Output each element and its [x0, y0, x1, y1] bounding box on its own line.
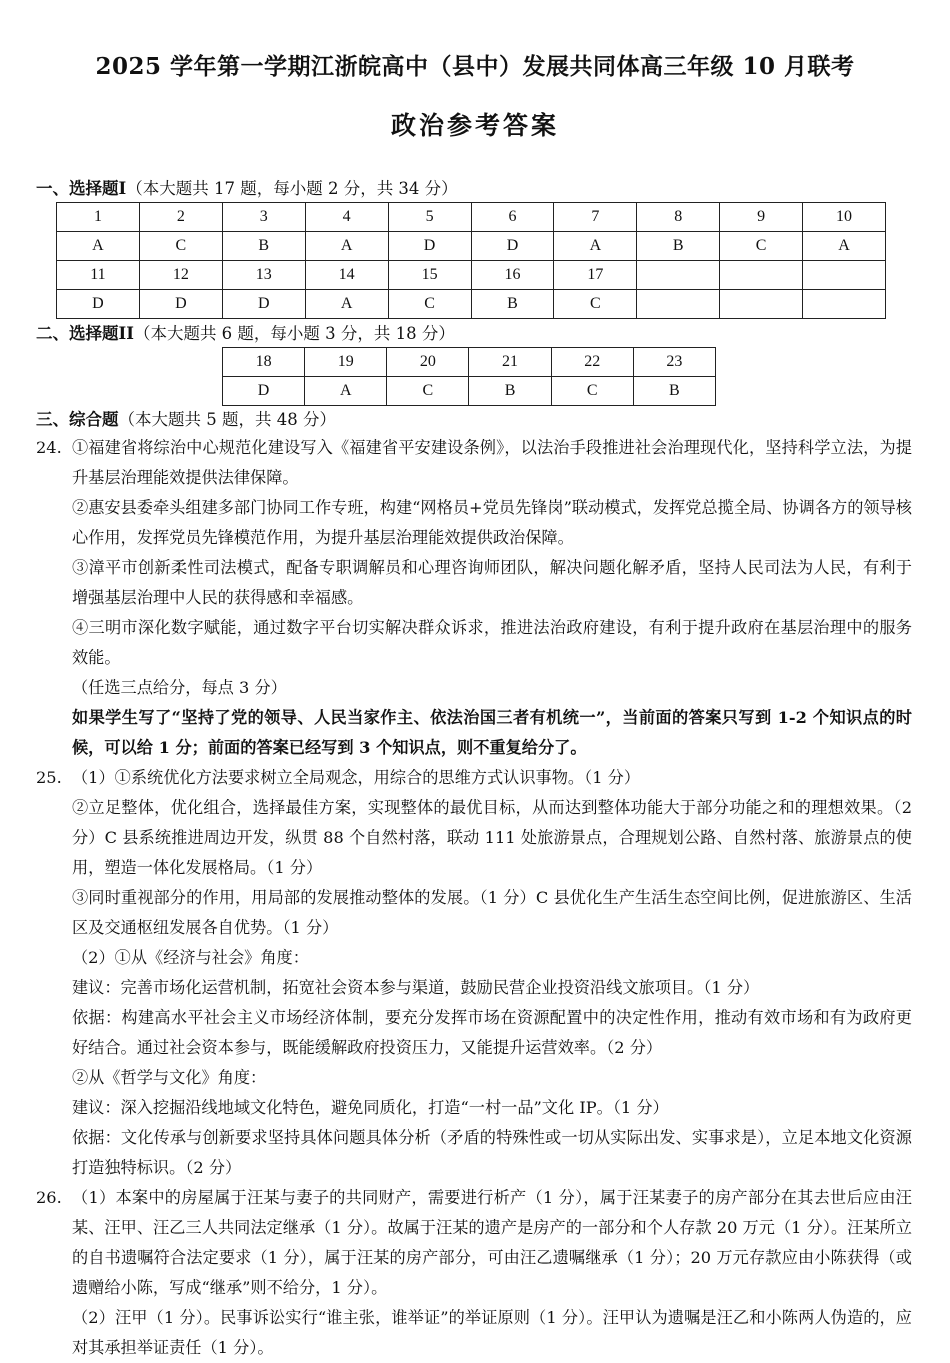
section1-heading [36, 178, 458, 200]
question-number: 18 [223, 348, 305, 377]
answer-paragraph: （1）①系统优化方法要求树立全局观念，用综合的思维方式认识事物。（1 分） [72, 768, 641, 787]
question-number: 11 [57, 261, 140, 290]
question-number: 16 [471, 261, 554, 290]
answer-paragraph: ③同时重视部分的作用，用局部的发展推动整体的发展。（1 分）C 县优化生产生活生态空间比例，促进旅游区、生活区及交通枢纽发展各自优势。（1 分） [72, 888, 912, 937]
answer-cell: B [469, 377, 551, 406]
document-subtitle: 政治参考答案 [390, 111, 559, 140]
answer-cell: A [305, 232, 388, 261]
answer-paragraph: ②惠安县委牵头组建多部门协同工作专班，构建“网格员+党员先锋岗”联动模式，发挥党总揽全局、协调各方的领导核心作用，发挥党员先锋模范作用，为提升基层治理能效提供政治保障。 [72, 498, 912, 547]
answer-cell: A [305, 377, 387, 406]
answer-cell: B [637, 232, 720, 261]
question-number: 14 [305, 261, 388, 290]
answer-paragraph: 依据：文化传承与创新要求坚持具体问题具体分析（矛盾的特殊性或一切从实际出发、实事求是），立足本地文化资源打造独特标识。（2 分） [72, 1128, 912, 1177]
section2-label: 二、选择题II [36, 324, 134, 343]
answer-cell: B [222, 232, 305, 261]
question-number: 2 [139, 203, 222, 232]
question-number: 26. [36, 1188, 62, 1207]
empty-cell [637, 261, 720, 290]
document-title: 2025 学年第一学期江浙皖高中（县中）发展共同体高三年级 10 月联考 [95, 53, 855, 80]
answer-paragraph: 依据：构建高水平社会主义市场经济体制，要充分发挥市场在资源配置中的决定性作用，推动有效市场和有为政府更好结合。通过社会资本参与，既能缓解政府投资压力，又能提升运营效率。（2 分） [72, 1008, 912, 1057]
table-row [57, 203, 886, 232]
answer-paragraph: ④三明市深化数字赋能，通过数字平台切实解决群众诉求，推进法治政府建设，有利于提升政府在基层治理中的服务效能。 [72, 618, 912, 667]
question-number: 4 [305, 203, 388, 232]
section3-heading [36, 409, 336, 431]
table-row [57, 261, 886, 290]
answer-cell: C [554, 290, 637, 319]
empty-cell [720, 261, 803, 290]
question-number: 22 [551, 348, 633, 377]
question-number: 24. [36, 438, 62, 457]
answer-cell: C [139, 232, 222, 261]
question-number: 8 [637, 203, 720, 232]
section3-label: 三、综合题 [36, 410, 119, 429]
answer-cell: A [803, 232, 886, 261]
table-row [223, 377, 716, 406]
answer-cell: D [57, 290, 140, 319]
question-number: 3 [222, 203, 305, 232]
answer-table-1 [56, 202, 886, 319]
answer-paragraph: 建议：深入挖掘沿线地域文化特色，避免同质化，打造“一村一品”文化 IP。（1 分） [72, 1098, 669, 1117]
question-number: 13 [222, 261, 305, 290]
answer-cell: A [554, 232, 637, 261]
empty-cell [803, 290, 886, 319]
answer-paragraph: ②从《哲学与文化》角度： [72, 1068, 267, 1087]
question-number: 1 [57, 203, 140, 232]
section3-note: （本大题共 5 题，共 48 分） [118, 410, 336, 429]
scoring-note: （任选三点给分，每点 3 分） [72, 678, 287, 697]
question-number: 25. [36, 768, 62, 787]
answer-paragraph: 建议：完善市场化运营机制，拓宽社会资本参与渠道，鼓励民营企业投资沿线文旅项目。（1 分） [72, 978, 760, 997]
answer-cell: D [388, 232, 471, 261]
section2-note: （本大题共 6 题，每小题 3 分，共 18 分） [133, 324, 455, 343]
question-number: 19 [305, 348, 387, 377]
question-24 [36, 433, 912, 493]
section1-label: 一、选择题I [36, 179, 127, 198]
answer-table-2 [222, 347, 716, 406]
question-number: 23 [633, 348, 715, 377]
answer-cell: D [139, 290, 222, 319]
question-number: 15 [388, 261, 471, 290]
answer-cell: B [471, 290, 554, 319]
answer-paragraph: ①福建省将综治中心规范化建设写入《福建省平安建设条例》，以法治手段推进社会治理现代化，坚持科学立法，为提升基层治理能效提供法律保障。 [72, 438, 912, 487]
answer-cell: D [222, 290, 305, 319]
table-row [223, 348, 716, 377]
table-row [57, 290, 886, 319]
empty-cell [637, 290, 720, 319]
question-number: 20 [387, 348, 469, 377]
answer-cell: D [223, 377, 305, 406]
empty-cell [803, 261, 886, 290]
question-number: 9 [720, 203, 803, 232]
question-number: 6 [471, 203, 554, 232]
question-26 [36, 1183, 912, 1303]
answer-paragraph: （2）汪甲（1 分）。民事诉讼实行“谁主张，谁举证”的举证原则（1 分）。汪甲认为遗嘱是汪乙和小陈两人伪造的，应对其承担举证责任（1 分）。 [72, 1308, 912, 1357]
answers-body [36, 433, 912, 1363]
question-number: 7 [554, 203, 637, 232]
answer-cell: C [551, 377, 633, 406]
question-number: 5 [388, 203, 471, 232]
empty-cell [720, 290, 803, 319]
answer-cell: A [57, 232, 140, 261]
section1-note: （本大题共 17 题，每小题 2 分，共 34 分） [126, 179, 458, 198]
answer-cell: A [305, 290, 388, 319]
question-number: 21 [469, 348, 551, 377]
answer-paragraph: ②立足整体，优化组合，选择最佳方案，实现整体的最优目标，从而达到整体功能大于部分功能之和的理想效果。（2 分）C 县系统推进周边开发，纵贯 88 个自然村落，联动 111 处旅游景点，合理规划公路、自然村落、旅游景点的使用，塑造一体化发展格局。（1 分） [72, 798, 912, 877]
answer-cell: B [633, 377, 715, 406]
section2-heading [36, 323, 455, 345]
answer-cell: D [471, 232, 554, 261]
answer-paragraph: （1）本案中的房屋属于汪某与妻子的共同财产，需要进行析产（1 分），属于汪某妻子的房产部分在其去世后应由汪某、汪甲、汪乙三人共同法定继承（1 分）。故属于汪某的遗产是房产的一部分和个人存款 20 万元（1 分）。汪某所立的自书遗嘱符合法定要求（1 分），属于汪某的房产部分，可由汪乙遗嘱继承（1 分）；20 万元存款应由小陈获得（或遗赠给小陈，写成“继承”则不给分，1 分）。 [72, 1188, 912, 1297]
question-number: 17 [554, 261, 637, 290]
answer-cell: C [387, 377, 469, 406]
question-25 [36, 763, 912, 793]
answer-paragraph: ③漳平市创新柔性司法模式，配备专职调解员和心理咨询师团队，解决问题化解矛盾，坚持人民司法为人民，有利于增强基层治理中人民的获得感和幸福感。 [72, 558, 912, 607]
answer-cell: C [388, 290, 471, 319]
scoring-note-bold: 如果学生写了“坚持了党的领导、人民当家作主、依法治国三者有机统一”，当前面的答案只写到 1-2 个知识点的时候，可以给 1 分；前面的答案已经写到 3 个知识点，则不重复给分了。 [72, 708, 912, 757]
question-number: 12 [139, 261, 222, 290]
answer-cell: C [720, 232, 803, 261]
table-row [57, 232, 886, 261]
answer-paragraph: （2）①从《经济与社会》角度： [72, 948, 309, 967]
question-number: 10 [803, 203, 886, 232]
